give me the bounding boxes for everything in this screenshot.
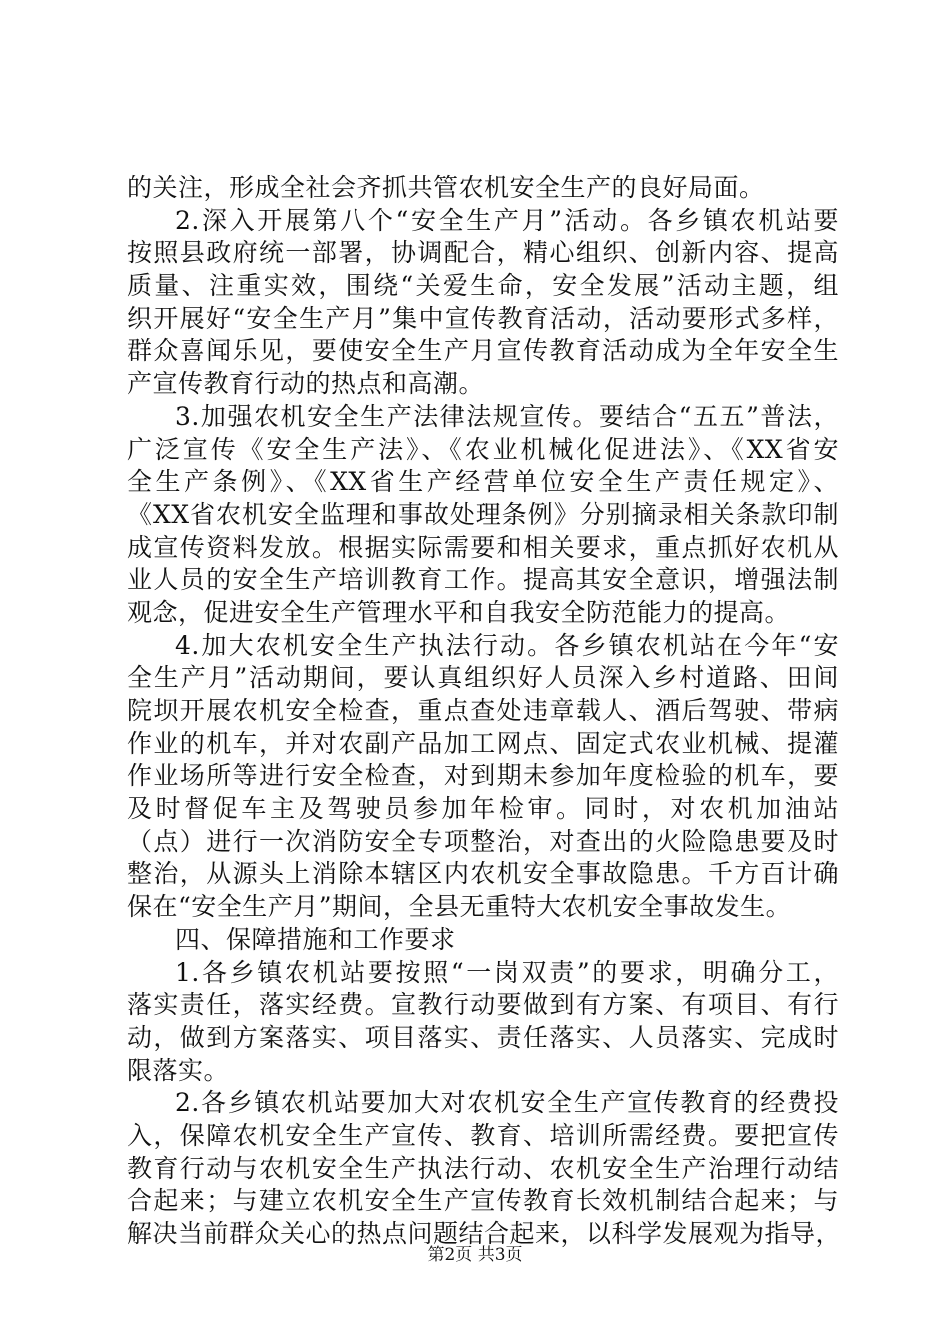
text-line: 群众喜闻乐见，要使安全生产月宣传教育活动成为全年安全生 (127, 336, 839, 366)
text-line: 教育行动与农机安全生产执法行动、农机安全生产治理行动结 (127, 1153, 839, 1183)
text-line: 成宣传资料发放。根据实际需要和相关要求，重点抓好农机从 (127, 532, 839, 562)
text-line: 的关注，形成全社会齐抓共管农机安全生产的良好局面。 (127, 173, 765, 202)
text-line: 3.加强农机安全生产法律法规宣传。要结合“五五”普法， (175, 401, 839, 431)
text-line: 4.加大农机安全生产执法行动。各乡镇农机站在今年“安 (175, 630, 839, 660)
text-line: 动，做到方案落实、项目落实、责任落实、人员落实、完成时 (127, 1022, 839, 1052)
text-line: 作业场所等进行安全检查，对到期未参加年度检验的机车，要 (127, 761, 839, 791)
text-line: 限落实。 (127, 1055, 230, 1085)
text-line: 入，保障农机安全生产宣传、教育、培训所需经费。要把宣传 (127, 1120, 839, 1150)
text-line: 质量、注重实效，围绕“关爱生命，安全发展”活动主题，组 (127, 271, 839, 301)
text-line: 2.各乡镇农机站要加大对农机安全生产宣传教育的经费投 (175, 1088, 839, 1118)
text-line: 1.各乡镇农机站要按照“一岗双责”的要求，明确分工， (175, 957, 839, 987)
text-line: 产宣传教育行动的热点和高潮。 (127, 369, 485, 399)
text-line: 及时督促车主及驾驶员参加年检审。同时，对农机加油站 (127, 794, 839, 824)
text-line: 作业的机车，并对农副产品加工网点、固定式农业机械、提灌 (127, 728, 839, 758)
text-line: 落实责任，落实经费。宣教行动要做到有方案、有项目、有行 (127, 990, 839, 1020)
text-line: 织开展好“安全生产月”集中宣传教育活动，活动要形式多样， (127, 303, 839, 333)
body-text (127, 172, 842, 1251)
text-line: 业人员的安全生产培训教育工作。提高其安全意识，增强法制 (127, 565, 839, 595)
text-line: 广泛宣传《安全生产法》、《农业机械化促进法》、《XX省安 (127, 434, 839, 464)
text-line: 2.深入开展第八个“安全生产月”活动。各乡镇农机站要 (175, 205, 839, 235)
text-line: 全生产条例》、《XX省生产经营单位安全生产责任规定》、 (127, 467, 839, 497)
text-line: 观念，促进安全生产管理水平和自我安全防范能力的提高。 (127, 597, 791, 627)
text-line: 《XX省农机安全监理和事故处理条例》分别摘录相关条款印制 (127, 499, 839, 529)
page-footer: 第2页 共3页 (427, 1245, 523, 1265)
text-line: 院坝开展农机安全检查，重点查处违章载人、酒后驾驶、带病 (127, 696, 839, 725)
text-line: 合起来；与建立农机安全生产宣传教育长效机制结合起来；与 (127, 1186, 839, 1216)
text-line: 四、保障措施和工作要求 (175, 924, 456, 954)
text-line: 全生产月”活动期间，要认真组织好人员深入乡村道路、田间 (127, 663, 839, 693)
text-line: 整治，从源头上消除本辖区内农机安全事故隐患。千方百计确 (127, 859, 839, 889)
text-line: （点）进行一次消防安全专项整治，对查出的火险隐患要及时 (127, 826, 839, 856)
text-line: 按照县政府统一部署，协调配合，精心组织、创新内容、提高 (127, 238, 839, 268)
text-line: 解决当前群众关心的热点问题结合起来，以科学发展观为指导， (127, 1219, 842, 1248)
text-line: 保在“安全生产月”期间，全县无重特大农机安全事故发生。 (127, 892, 792, 922)
